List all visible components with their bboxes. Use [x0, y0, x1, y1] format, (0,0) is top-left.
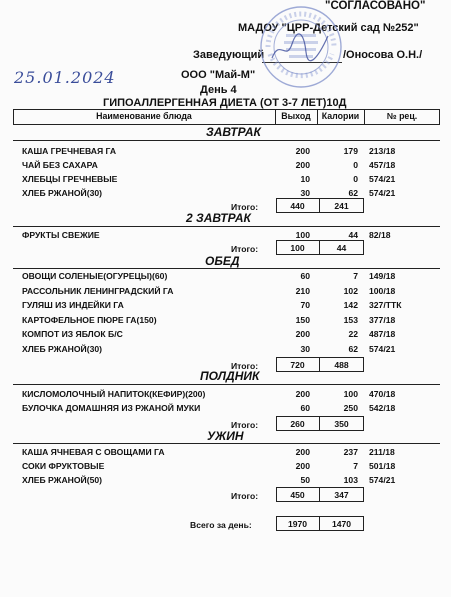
total-output: 100	[290, 243, 305, 253]
item-recipe: 574/21	[369, 174, 396, 184]
section-title-snack: ПОЛДНИК	[200, 369, 260, 383]
item-output: 210	[295, 286, 310, 296]
item-recipe: 574/21	[369, 475, 396, 485]
total-output: 450	[290, 490, 305, 500]
list-item: КОМПОТ ИЗ ЯБЛОК Б/С	[22, 329, 123, 339]
item-recipe: 149/18	[369, 271, 396, 281]
total-label: Итого:	[231, 361, 259, 371]
head-label: Заведующий	[193, 49, 265, 61]
handwritten-date: 25.01.2024	[14, 68, 116, 87]
item-output: 60	[300, 403, 310, 413]
item-calories: 0	[353, 174, 358, 184]
list-item: ГУЛЯШ ИЗ ИНДЕЙКИ ГА	[22, 300, 124, 310]
total-calories: 241	[334, 201, 349, 211]
item-recipe: 327/ТТК	[369, 300, 402, 310]
item-calories: 153	[343, 315, 358, 325]
list-item: КАРТОФЕЛЬНОЕ ПЮРЕ ГА(150)	[22, 315, 157, 325]
item-output: 30	[300, 344, 310, 354]
agreed-title: "СОГЛАСОВАНО"	[325, 0, 426, 12]
list-item: ХЛЕБЦЫ ГРЕЧНЕВЫЕ	[22, 174, 118, 184]
item-recipe: 542/18	[369, 403, 396, 413]
item-output: 200	[295, 389, 310, 399]
total-label: Итого:	[231, 244, 259, 254]
item-recipe: 211/18	[369, 447, 395, 457]
list-item: СОКИ ФРУКТОВЫЕ	[22, 461, 105, 471]
list-item: ХЛЕБ РЖАНОЙ(30)	[22, 344, 102, 354]
section-title-lunch: ОБЕД	[205, 254, 240, 268]
total-label: Итого:	[231, 420, 259, 430]
list-item: КАША ГРЕЧНЕВАЯ ГА	[22, 146, 117, 156]
item-calories: 7	[353, 271, 358, 281]
organization-name: МАДОУ "ЦРР-Детский сад №252"	[238, 22, 419, 34]
item-output: 50	[300, 475, 310, 485]
item-output: 200	[295, 447, 310, 457]
item-calories: 142	[343, 300, 358, 310]
item-calories: 250	[343, 403, 358, 413]
item-calories: 44	[348, 230, 358, 240]
total-output: 260	[290, 419, 305, 429]
item-recipe: 487/18	[369, 329, 396, 339]
total-calories: 350	[334, 419, 349, 429]
total-output: 440	[290, 201, 305, 211]
day-label: День 4	[200, 84, 237, 96]
item-recipe: 574/21	[369, 344, 396, 354]
supplier-name: ООО "Май-М"	[181, 69, 256, 81]
item-calories: 7	[353, 461, 358, 471]
item-recipe: 100/18	[369, 286, 396, 296]
item-calories: 103	[343, 475, 358, 485]
head-name: /Оносова О.Н./	[343, 49, 423, 61]
item-calories: 179	[343, 146, 358, 156]
total-calories: 347	[334, 490, 349, 500]
list-item: ХЛЕБ РЖАНОЙ(30)	[22, 188, 102, 198]
list-item: РАССОЛЬНИК ЛЕНИНГРАДСКИЙ ГА	[22, 286, 174, 296]
item-output: 70	[300, 300, 310, 310]
list-item: ФРУКТЫ СВЕЖИЕ	[22, 230, 100, 240]
item-recipe: 501/18	[369, 461, 396, 471]
item-recipe: 82/18	[369, 230, 391, 240]
item-output: 30	[300, 188, 310, 198]
day-total-calories: 1470	[331, 519, 352, 529]
item-output: 200	[295, 329, 310, 339]
item-recipe: 213/18	[369, 146, 396, 156]
item-recipe: 377/18	[369, 315, 396, 325]
section-title-breakfast2: 2 ЗАВТРАК	[186, 211, 251, 225]
section-title-breakfast: ЗАВТРАК	[206, 125, 261, 139]
item-calories: 0	[353, 160, 358, 170]
item-output: 10	[300, 174, 310, 184]
list-item: ХЛЕБ РЖАНОЙ(50)	[22, 475, 102, 485]
item-output: 60	[300, 271, 310, 281]
item-output: 100	[295, 230, 310, 240]
item-calories: 100	[343, 389, 358, 399]
section-title-dinner: УЖИН	[207, 429, 244, 443]
item-recipe: 470/18	[369, 389, 396, 399]
item-calories: 62	[348, 344, 358, 354]
total-label: Итого:	[231, 202, 259, 212]
item-output: 150	[295, 315, 310, 325]
item-output: 200	[295, 160, 310, 170]
column-header-calories: Калории	[321, 111, 360, 121]
diet-title: ГИПОАЛЛЕРГЕННАЯ ДИЕТА (ОТ 3-7 ЛЕТ)10Д	[103, 97, 347, 109]
item-calories: 102	[343, 286, 358, 296]
total-output: 720	[290, 360, 305, 370]
item-recipe: 457/18	[369, 160, 396, 170]
item-calories: 22	[348, 329, 358, 339]
list-item: БУЛОЧКА ДОМАШНЯЯ ИЗ РЖАНОЙ МУКИ	[22, 403, 201, 413]
item-calories: 237	[343, 447, 358, 457]
list-item: ОВОЩИ СОЛЕНЫЕ(ОГУРЕЦЫ)(60)	[22, 271, 168, 281]
item-output: 200	[295, 146, 310, 156]
list-item: ЧАЙ БЕЗ САХАРА	[22, 160, 98, 170]
total-calories: 488	[334, 360, 349, 370]
signature-scribble	[270, 28, 330, 68]
item-recipe: 574/21	[369, 188, 396, 198]
list-item: КИСЛОМОЛОЧНЫЙ НАПИТОК(КЕФИР)(200)	[22, 389, 206, 399]
list-item: КАША ЯЧНЕВАЯ С ОВОЩАМИ ГА	[22, 447, 165, 457]
total-calories: 44	[336, 243, 347, 253]
total-label: Итого:	[231, 491, 259, 501]
column-header-recipe: № рец.	[386, 111, 418, 121]
day-total-output: 1970	[287, 519, 308, 529]
day-total-label: Всего за день:	[190, 520, 252, 530]
item-calories: 62	[348, 188, 358, 198]
item-output: 200	[295, 461, 310, 471]
column-header-name: Наименование блюда	[96, 111, 192, 121]
column-header-output: Выход	[281, 111, 311, 121]
